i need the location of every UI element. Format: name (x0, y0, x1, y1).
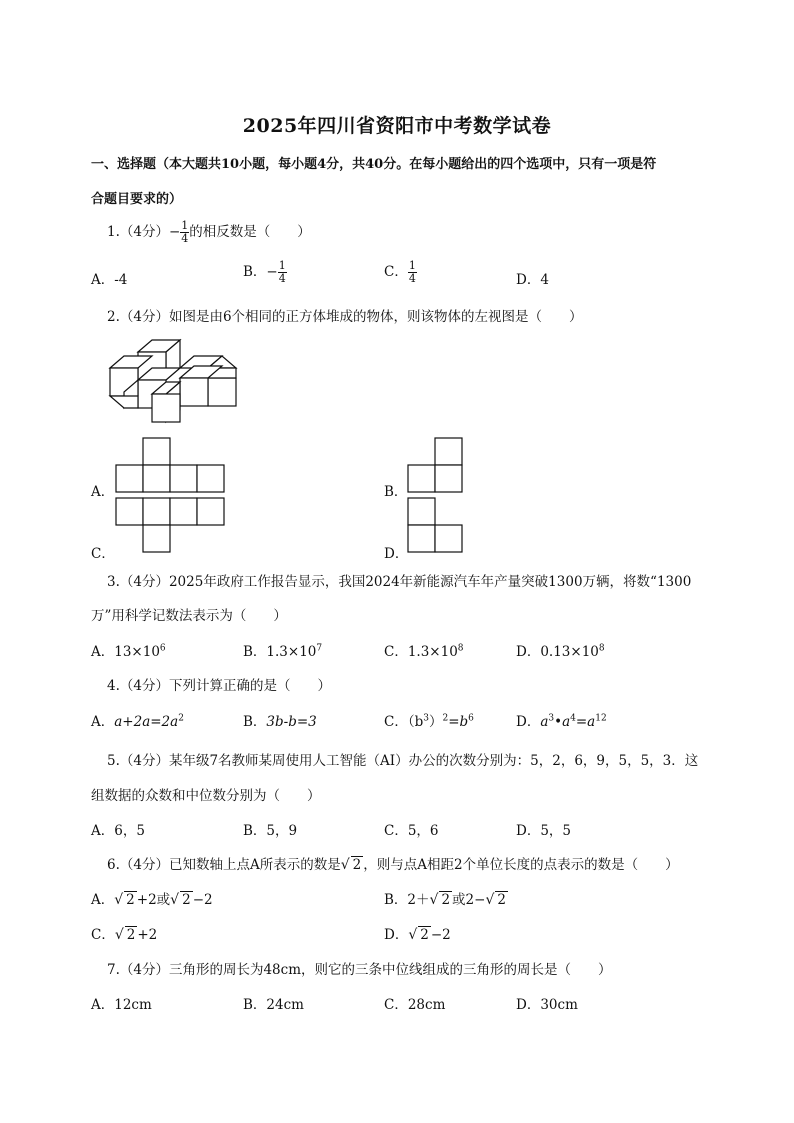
sqrt-sign-icon: √ (408, 927, 418, 943)
stacked-cubes-figure (104, 338, 240, 426)
q6-text-post: ，则与点A相距2个单位长度的点表示的数是（ ） (363, 857, 679, 873)
q1-optb-fraction (278, 260, 287, 285)
question-2: 2.（4分）如图是由6个相同的正方体堆成的物体，则该物体的左视图是（ ） (107, 309, 583, 325)
q2-option-c: C． (91, 546, 115, 562)
q3-optd-base: D．0.13×10 (516, 644, 599, 660)
q3-optc-exp: 8 (457, 643, 464, 654)
q1-optc-num: 1 (408, 259, 416, 272)
q6-optb-label: B．2＋ (384, 892, 430, 908)
q4-opta-expr: a+2a=2a (114, 714, 179, 730)
q6-option-b (384, 888, 508, 908)
q1-optb-den: 4 (278, 272, 286, 285)
question-1 (107, 220, 311, 245)
question-4: 4.（4分）下列计算正确的是（ ） (107, 678, 331, 694)
q5-option-b: B．5，9 (243, 823, 298, 839)
q4-option-b (243, 710, 317, 730)
q6-opta-end: −2 (192, 892, 213, 908)
q4-option-d (516, 710, 607, 730)
q4-optc-eq: =b (448, 714, 469, 730)
q2-option-d: D． (384, 546, 409, 562)
q6-radicand: 2 (352, 857, 362, 873)
q4-optd-label: D． (516, 714, 541, 730)
q7-option-d: D．30cm (516, 997, 578, 1013)
q6-text-pre: 6.（4分）已知数轴上点A所表示的数是 (107, 857, 341, 873)
q1-optc-den: 4 (408, 272, 416, 285)
q1-optc-fraction (408, 260, 417, 285)
q6-optc-rad: 2 (126, 927, 136, 943)
sqrt-sign-icon: √ (485, 892, 495, 908)
q1-frac-den: 4 (181, 232, 189, 245)
sqrt-sign-icon: √ (114, 892, 124, 908)
q1-option-c (384, 260, 417, 285)
q1-option-d: D．4 (516, 272, 549, 288)
q6-optb-rad2: 2 (497, 892, 506, 908)
q3-optd-exp: 8 (598, 643, 605, 654)
q2-option-a: A． (91, 484, 115, 500)
q4-opta-label: A． (91, 714, 115, 730)
q2-option-b: B． (384, 484, 408, 500)
q5-option-a: A．6，5 (91, 823, 145, 839)
q4-optd-eq: =a (575, 714, 596, 730)
q6-opta-mid: +2或 (136, 892, 171, 908)
q1-minus: − (168, 224, 181, 240)
q7-option-b: B．24cm (243, 997, 304, 1013)
q1-option-b (243, 260, 287, 285)
question-6 (107, 853, 679, 873)
q1-optb-minus: − (266, 264, 278, 280)
sqrt-sign-icon: √ (340, 857, 350, 873)
question-3-line2: 万”用科学记数法表示为（ ） (91, 608, 287, 624)
q2-option-b-view (406, 437, 464, 493)
q1-number: 1.（4分） (107, 224, 169, 240)
sqrt-sign-icon: √ (429, 892, 439, 908)
q3-option-b (243, 640, 322, 660)
q6-optd-end: −2 (430, 927, 451, 943)
q7-option-a: A．12cm (91, 997, 152, 1013)
q6-option-c (91, 923, 157, 943)
q4-optc-label: C．（b (384, 714, 424, 730)
q4-optd-dot: •a (554, 714, 571, 730)
q3-option-c (384, 640, 464, 660)
q4-option-a (91, 710, 184, 730)
q3-optc-base: C．1.3×10 (384, 644, 458, 660)
q6-opta-rad2: 2 (182, 892, 191, 908)
q4-optc-exp1: 3 (423, 713, 429, 724)
q6-optc-end: +2 (137, 927, 158, 943)
page-title: 2025年四川省资阳市中考数学试卷 (242, 115, 552, 137)
q5-option-d: D．5，5 (516, 823, 572, 839)
q6-opta-rad1: 2 (126, 892, 135, 908)
q3-option-a (91, 640, 166, 660)
q6-option-d (384, 923, 451, 943)
q4-optd-exp1: 3 (548, 713, 555, 724)
q4-option-c (384, 710, 474, 730)
q1-fraction (180, 220, 189, 245)
section-heading-line1: 一、选择题（本大题共10小题，每小题4分，共40分。在每小题给出的四个选项中，只有一项是符 (91, 157, 657, 172)
q4-optb-label: B． (243, 714, 267, 730)
q7-option-c: C．28cm (384, 997, 446, 1013)
q1-text: 的相反数是（ ） (189, 224, 311, 240)
q6-optd-label: D． (384, 927, 409, 943)
question-3-line1: 3.（4分）2025年政府工作报告显示，我国2024年新能源汽车年产量突破1300万辆，将数“1300 (107, 574, 692, 590)
q1-optc-label: C． (384, 264, 408, 280)
question-5-line1: 5.（4分）某年级7名教师某周使用人工智能（AI）办公的次数分别为：5，2，6，9，5，5，3．这 (107, 753, 699, 769)
q1-option-a: A．-4 (91, 272, 128, 288)
q6-optb-rad1: 2 (441, 892, 451, 908)
q6-optc-label: C． (91, 927, 115, 943)
q6-optd-rad: 2 (420, 927, 429, 943)
q3-optb-exp: 7 (316, 643, 323, 654)
q4-optc-exp2: 2 (442, 713, 449, 724)
q4-opta-exp: 2 (178, 713, 184, 724)
sqrt-sign-icon: √ (170, 892, 180, 908)
q2-option-d-view (406, 497, 464, 554)
section-heading-line2: 合题目要求的） (91, 192, 183, 207)
q4-optc-exp3: 6 (468, 713, 474, 724)
q4-optd-exp3: 12 (595, 713, 607, 724)
q6-option-a (91, 888, 213, 908)
q3-opta-base: A．13×10 (91, 644, 160, 660)
q3-optb-base: B．1.3×10 (243, 644, 317, 660)
q5-option-c: C．5，6 (384, 823, 439, 839)
q1-frac-num: 1 (181, 219, 189, 232)
q6-optb-mid: 或2− (452, 892, 486, 908)
q2-option-c-view (115, 497, 225, 554)
q4-optd-a: a (540, 714, 549, 730)
q3-opta-exp: 6 (159, 643, 166, 654)
q6-opta-label: A． (91, 892, 115, 908)
question-7: 7.（4分）三角形的周长为48cm，则它的三条中位线组成的三角形的周长是（ ） (107, 962, 612, 978)
q4-optb-expr: 3b-b=3 (266, 714, 317, 730)
q4-optd-exp2: 4 (570, 713, 576, 724)
q2-option-a-view (115, 437, 225, 493)
question-5-line2: 组数据的众数和中位数分别为（ ） (91, 788, 321, 804)
q1-optb-num: 1 (278, 259, 286, 272)
q4-optc-mid: ） (428, 714, 443, 730)
q3-option-d (516, 640, 605, 660)
sqrt-sign-icon: √ (114, 927, 124, 943)
q1-optb-label: B． (243, 264, 267, 280)
